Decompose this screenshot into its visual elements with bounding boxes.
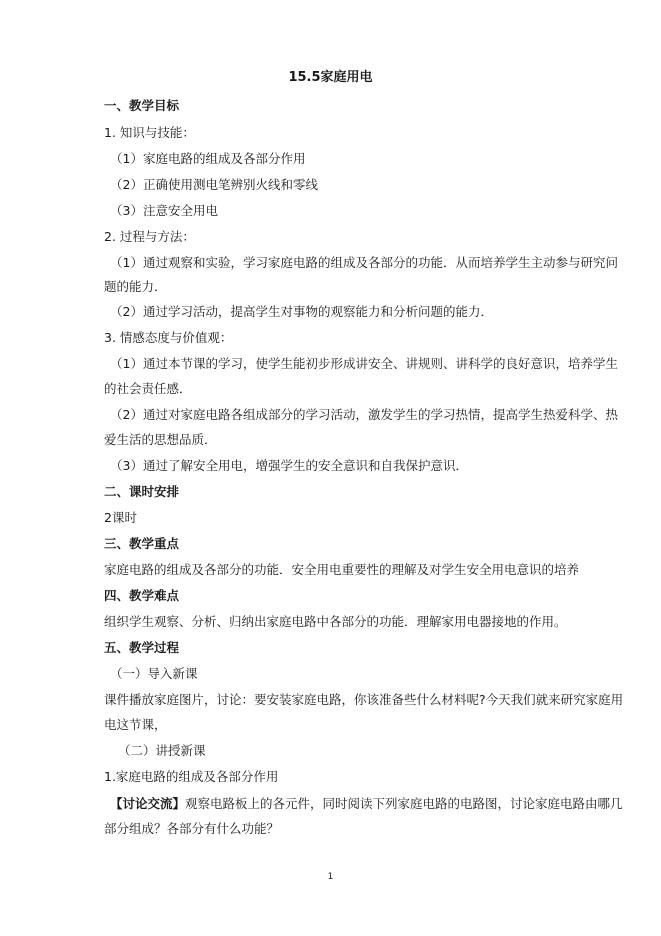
- list-item: （3）注意安全用电: [110, 203, 218, 218]
- paragraph-line: 2课时: [104, 510, 137, 525]
- paragraph-line: 家庭电路的组成及各部分的功能．安全用电重要性的理解及对学生安全用电意识的培养: [104, 562, 580, 577]
- subheading-intro: （一）导入新课: [110, 666, 198, 681]
- list-item: （2）正确使用测电笔辨别火线和零线: [110, 177, 318, 192]
- paragraph-line: （1）通过观察和实验，学习家庭电路的组成及各部分的功能．从而培养学生主动参与研究问: [110, 255, 618, 270]
- page-number: 1: [327, 872, 334, 882]
- section-heading-process: 五、教学过程: [104, 640, 180, 655]
- paragraph-line: 的社会责任感．: [104, 381, 192, 396]
- list-item: （1）家庭电路的组成及各部分作用: [110, 151, 306, 166]
- section-heading-schedule: 二、课时安排: [104, 484, 180, 499]
- paragraph-line: [110, 796, 623, 812]
- paragraph-line: 课件播放家庭图片，讨论：要安装家庭电路，你该准备些什么材料呢?今天我们就来研究家庭用: [104, 692, 624, 707]
- subheading-process: 2. 过程与方法：: [104, 229, 195, 244]
- paragraph-line: 爱生活的思想品质．: [104, 432, 217, 447]
- discussion-label: 【讨论交流】: [110, 796, 186, 811]
- paragraph-line: （2）通过学习活动，提高学生对事物的观察能力和分析问题的能力．: [110, 304, 493, 319]
- section-heading-key-points: 三、教学重点: [104, 536, 180, 551]
- paragraph-line: （1）通过本节课的学习，使学生能初步形成讲安全、讲规则、讲科学的良好意识，培养学生: [110, 356, 618, 371]
- discussion-text: 观察电路板上的各元件，同时阅读下列家庭电路的电路图，讨论家庭电路由哪几: [185, 796, 623, 811]
- paragraph-line: 1.家庭电路的组成及各部分作用: [104, 769, 279, 784]
- subheading-knowledge: 1. 知识与技能：: [104, 125, 195, 140]
- paragraph-line: 组织学生观察、分析、归纳出家庭电路中各部分的功能．理解家用电器接地的作用。: [104, 614, 567, 629]
- subheading-attitude: 3. 情感态度与价值观：: [104, 330, 233, 345]
- paragraph-line: （3）通过了解安全用电，增强学生的安全意识和自我保护意识．: [110, 458, 468, 473]
- section-heading-objectives: 一、教学目标: [104, 98, 180, 113]
- section-heading-difficulties: 四、教学难点: [104, 588, 180, 603]
- paragraph-line: （2）通过对家庭电路各组成部分的学习活动，激发学生的学习热情，提高学生热爱科学、热: [110, 407, 618, 422]
- subheading-new-lesson: （二）讲授新课: [118, 743, 206, 758]
- paragraph-line: 题的能力．: [104, 279, 167, 294]
- paragraph-line: 电这节课，: [104, 717, 167, 732]
- paragraph-line: 部分组成？各部分有什么功能？: [104, 821, 280, 836]
- document-title: 15.5家庭用电: [288, 70, 373, 85]
